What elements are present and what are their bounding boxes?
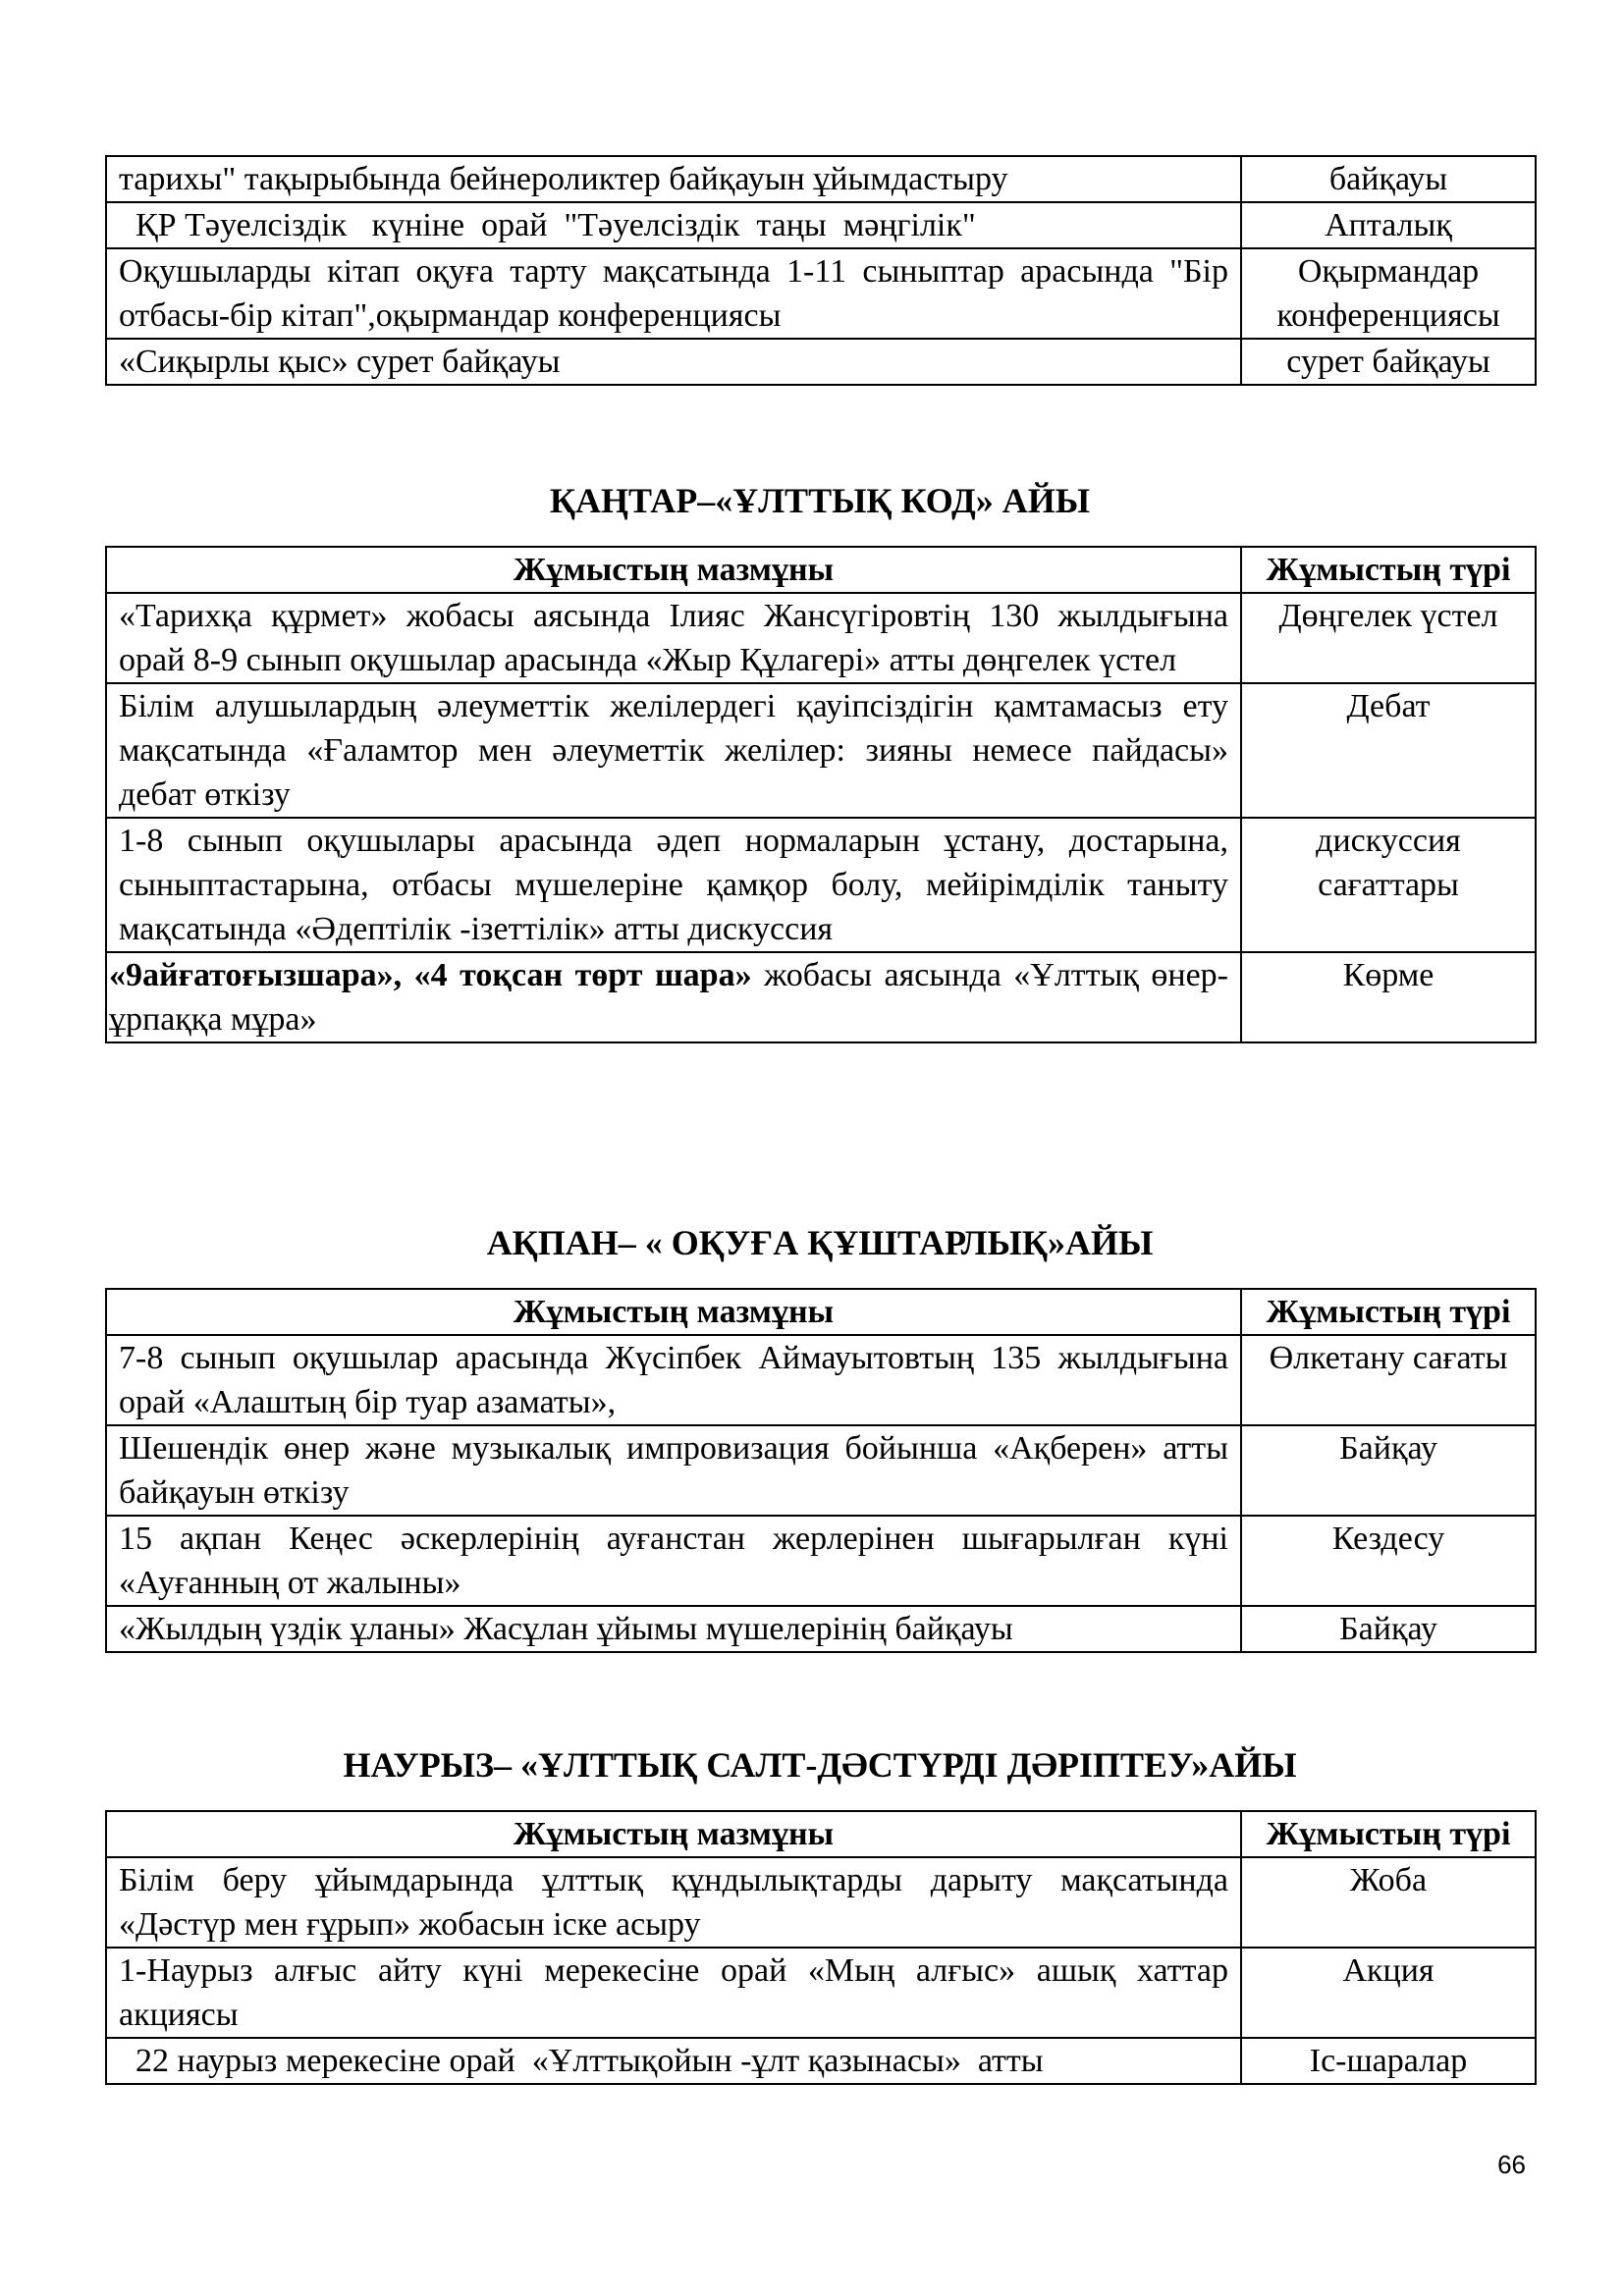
type-cell: Акция bbox=[1241, 1948, 1536, 2038]
table-continuation bbox=[105, 155, 1537, 386]
type-cell: Байқау bbox=[1241, 1606, 1536, 1652]
content-cell: Білім алушылардың әлеуметтік желілердегі қауіпсіздігін қамтамасыз ету мақсатында «Ғаламтор мен әлеуметтік желілер: зияны немесе пайдасы» дебат өткізу bbox=[106, 683, 1241, 818]
header-content: Жұмыстың мазмұны bbox=[106, 1811, 1241, 1857]
table-header-row bbox=[106, 1811, 1536, 1857]
type-cell: Оқырмандар конференциясы bbox=[1241, 248, 1536, 339]
header-type: Жұмыстың түрі bbox=[1241, 547, 1536, 593]
table-row bbox=[106, 2038, 1536, 2084]
type-cell: сурет байқауы bbox=[1241, 339, 1536, 385]
content-cell bbox=[106, 952, 1241, 1042]
type-cell: Іс-шаралар bbox=[1241, 2038, 1536, 2084]
table-february bbox=[105, 1288, 1537, 1653]
content-cell: 1-8 сынып оқушылары арасында әдеп нормаларын ұстану, достарына, сыныптастарына, отбасы мүшелеріне қамқор болу, мейірімділік таныту мақсатында «Әдептілік -ізеттілік» атты дискуссия bbox=[106, 818, 1241, 952]
type-cell: Кездесу bbox=[1241, 1516, 1536, 1606]
page-number: 66 bbox=[1497, 2150, 1526, 2179]
section-title-february: АҚПАН– « ОҚУҒА ҚҰШТАРЛЫҚ»АЙЫ bbox=[486, 1223, 1154, 1262]
content-cell: Шешендік өнер және музыкалық импровизация бойынша «Ақберен» атты байқауын өткізу bbox=[106, 1425, 1241, 1516]
content-cell: «Тарихқа құрмет» жобасы аясында Ілияс Жансүгіровтің 130 жылдығына орай 8-9 сынып оқушылар арасында «Жыр Құлагері» атты дөңгелек үстел bbox=[106, 593, 1241, 683]
content-cell: Оқушыларды кітап оқуға тарту мақсатында 1-11 сыныптар арасында "Бір отбасы-бір кітап",оқырмандар конференциясы bbox=[106, 248, 1241, 339]
type-cell: Өлкетану сағаты bbox=[1241, 1335, 1536, 1425]
content-cell: 22 наурыз мерекесіне орай «Ұлттықойын -ұлт қазынасы» атты bbox=[106, 2038, 1241, 2084]
type-cell: Дөңгелек үстел bbox=[1241, 593, 1536, 683]
table-row bbox=[106, 202, 1536, 248]
table-january bbox=[105, 546, 1537, 1043]
table-row bbox=[106, 156, 1536, 202]
table-header-row bbox=[106, 1289, 1536, 1335]
table-row bbox=[106, 248, 1536, 339]
header-type: Жұмыстың түрі bbox=[1241, 1811, 1536, 1857]
project-name-bold: «9айғатоғызшара», «4 тоқсан төрт шара» bbox=[109, 957, 752, 993]
table-row bbox=[106, 683, 1536, 818]
table-row bbox=[106, 818, 1536, 952]
table-row bbox=[106, 952, 1536, 1042]
content-cell: «Сиқырлы қыс» сурет байқауы bbox=[106, 339, 1241, 385]
content-cell: ҚР Тәуелсіздік күніне орай "Тәуелсіздік таңы мәңгілік" bbox=[106, 202, 1241, 248]
table-row bbox=[106, 1606, 1536, 1652]
type-cell: Байқау bbox=[1241, 1425, 1536, 1516]
table-row bbox=[106, 1516, 1536, 1606]
header-content: Жұмыстың мазмұны bbox=[106, 547, 1241, 593]
type-cell: байқауы bbox=[1241, 156, 1536, 202]
table-row bbox=[106, 1948, 1536, 2038]
content-cell: «Жылдың үздік ұланы» Жасұлан ұйымы мүшелерінің байқауы bbox=[106, 1606, 1241, 1652]
type-cell: Апталық bbox=[1241, 202, 1536, 248]
table-row bbox=[106, 1335, 1536, 1425]
content-cell: 7-8 сынып оқушылар арасында Жүсіпбек Аймауытовтың 135 жылдығына орай «Алаштың бір туар азаматы», bbox=[106, 1335, 1241, 1425]
section-title-march: НАУРЫЗ– «ҰЛТТЫҚ САЛТ-ДӘСТҮРДІ ДӘРІПТЕУ»АЙЫ bbox=[343, 1745, 1297, 1785]
section-title-january: ҚАҢТАР–«ҰЛТТЫҚ КОД» АЙЫ bbox=[549, 481, 1091, 520]
content-cell: тарихы" тақырыбында бейнероликтер байқауын ұйымдастыру bbox=[106, 156, 1241, 202]
content-cell: 15 ақпан Кеңес әскерлерінің ауғанстан жерлерінен шығарылған күні «Ауғанның от жалыны» bbox=[106, 1516, 1241, 1606]
content-cell: Білім беру ұйымдарында ұлттық құндылықтарды дарыту мақсатында «Дәстүр мен ғұрып» жобасын іске асыру bbox=[106, 1857, 1241, 1948]
table-row bbox=[106, 1425, 1536, 1516]
table-row bbox=[106, 593, 1536, 683]
header-content: Жұмыстың мазмұны bbox=[106, 1289, 1241, 1335]
type-cell: дискуссия сағаттары bbox=[1241, 818, 1536, 952]
type-cell: Көрме bbox=[1241, 952, 1536, 1042]
type-cell: Дебат bbox=[1241, 683, 1536, 818]
table-row bbox=[106, 1857, 1536, 1948]
table-march bbox=[105, 1810, 1537, 2085]
content-cell: 1-Наурыз алғыс айту күні мерекесіне орай «Мың алғыс» ашық хаттар акциясы bbox=[106, 1948, 1241, 2038]
table-header-row bbox=[106, 547, 1536, 593]
type-cell: Жоба bbox=[1241, 1857, 1536, 1948]
header-type: Жұмыстың түрі bbox=[1241, 1289, 1536, 1335]
project-name-rest: жобасы аясында «Ұлттық өнер-ұрпаққа мұра» bbox=[109, 957, 1228, 1038]
table-row bbox=[106, 339, 1536, 385]
